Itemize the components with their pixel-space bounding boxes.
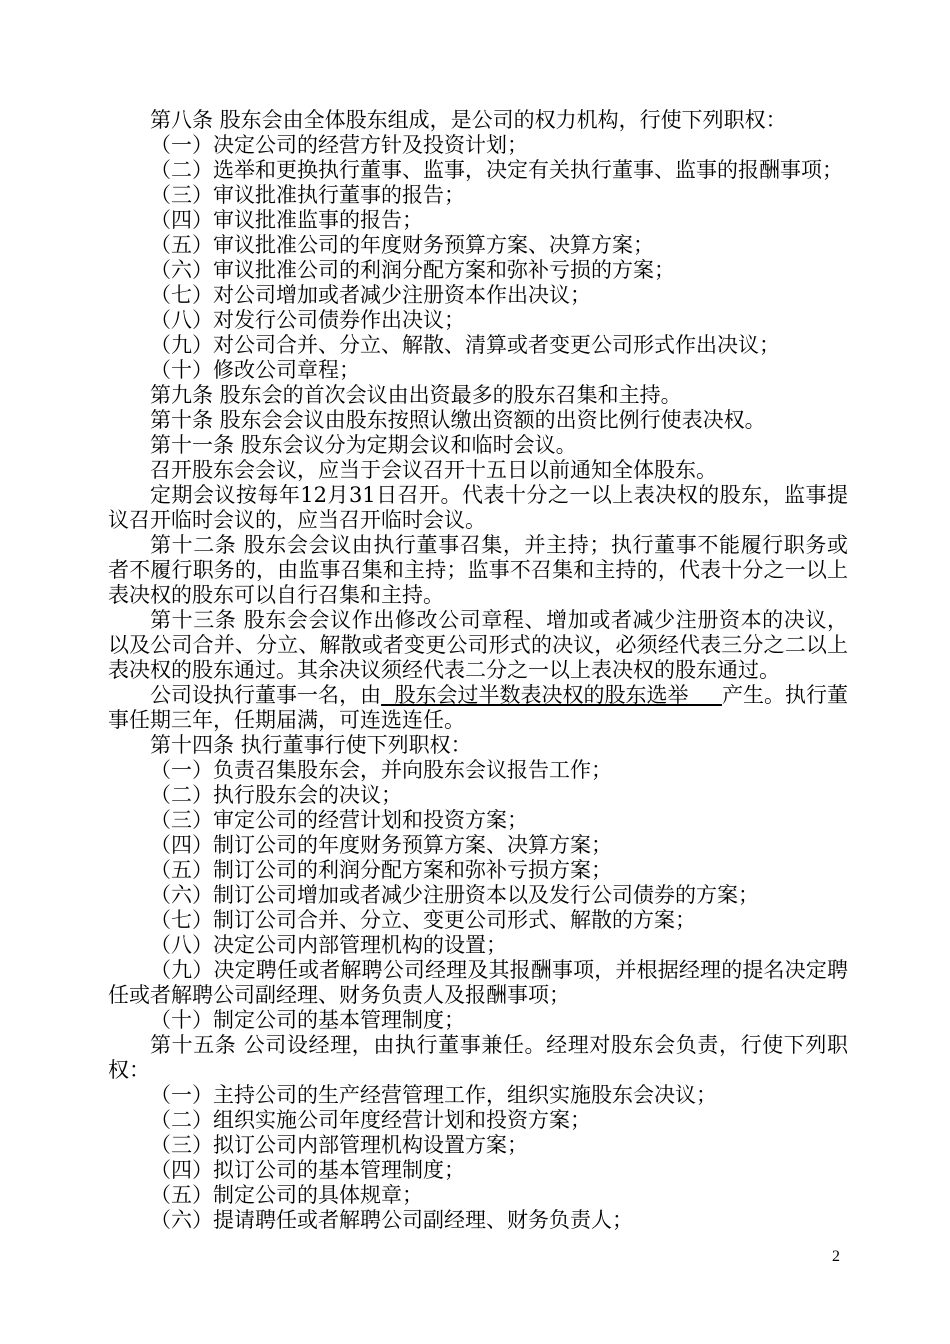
article-12: 第十二条 股东会会议由执行董事召集，并主持；执行董事不能履行职务或者不履行职务的，由监事召集和主持；监事不召集和主持的，代表十分之一以上表决权的股东可以自行召集和主持。 — [108, 533, 848, 607]
list-item: （十）制定公司的基本管理制度； — [150, 1008, 465, 1032]
list-item: （三）审议批准执行董事的报告； — [150, 183, 465, 207]
article-10: 第十条 股东会会议由股东按照认缴出资额的出资比例行使表决权。 — [150, 408, 766, 432]
list-item: （六）制订公司增加或者减少注册资本以及发行公司债券的方案； — [150, 883, 759, 907]
list-item: （五）制订公司的利润分配方案和弥补亏损方案； — [150, 858, 612, 882]
list-item: （三）审定公司的经营计划和投资方案； — [150, 808, 528, 832]
filled-blank: 股东会过半数表决权的股东选举 — [381, 683, 722, 707]
list-item: （一）主持公司的生产经营管理工作，组织实施股东会决议； — [150, 1083, 717, 1107]
list-item: （七）对公司增加或者减少注册资本作出决议； — [150, 283, 591, 307]
paragraph: 定期会议按每年12月31日召开。代表十分之一以上表决权的股东，监事提议召开临时会议的，应当召开临时会议。 — [108, 483, 848, 532]
executive-director-paragraph — [108, 683, 848, 733]
article-11: 第十一条 股东会议分为定期会议和临时会议。 — [150, 433, 577, 457]
list-item: （五）审议批准公司的年度财务预算方案、决算方案； — [150, 233, 654, 257]
list-item: （三）拟订公司内部管理机构设置方案； — [150, 1133, 528, 1157]
list-item: （八）决定公司内部管理机构的设置； — [150, 933, 507, 957]
list-item: （七）制订公司合并、分立、变更公司形式、解散的方案； — [150, 908, 696, 932]
list-item: （九）对公司合并、分立、解散、清算或者变更公司形式作出决议； — [150, 333, 780, 357]
list-item: （四）拟订公司的基本管理制度； — [150, 1158, 465, 1182]
article-14: 第十四条 执行董事行使下列职权： — [150, 733, 472, 757]
list-item: （十）修改公司章程； — [150, 358, 360, 382]
list-item: （二）选举和更换执行董事、监事，决定有关执行董事、监事的报酬事项； — [150, 158, 843, 182]
paragraph: 召开股东会会议，应当于会议召开十五日以前通知全体股东。 — [150, 458, 717, 482]
list-item: （八）对发行公司债券作出决议； — [150, 308, 465, 332]
article-9: 第九条 股东会的首次会议由出资最多的股东召集和主持。 — [150, 383, 682, 407]
list-item: （六）审议批准公司的利润分配方案和弥补亏损的方案； — [150, 258, 675, 282]
text-segment: 产生。执行董事任期三年，任期届满，可连选连任。 — [108, 683, 849, 732]
list-item: （九）决定聘任或者解聘公司经理及其报酬事项，并根据经理的提名决定聘任或者解聘公司副经理、财务负责人及报酬事项； — [108, 958, 848, 1007]
list-item: （四）制订公司的年度财务预算方案、决算方案； — [150, 833, 612, 857]
list-item: （二）执行股东会的决议； — [150, 783, 402, 807]
list-item: （一）负责召集股东会，并向股东会议报告工作； — [150, 758, 612, 782]
list-item: （五）制定公司的具体规章； — [150, 1183, 423, 1207]
document-body — [108, 108, 848, 1233]
article-15: 第十五条 公司设经理，由执行董事兼任。经理对股东会负责，行使下列职权： — [108, 1033, 848, 1082]
article-8: 第八条 股东会由全体股东组成，是公司的权力机构，行使下列职权： — [150, 108, 787, 132]
list-item: （二）组织实施公司年度经营计划和投资方案； — [150, 1108, 591, 1132]
list-item: （一）决定公司的经营方针及投资计划； — [150, 133, 528, 157]
text-segment: 公司设执行董事一名，由 — [150, 683, 382, 707]
article-13: 第十三条 股东会会议作出修改公司章程、增加或者减少注册资本的决议，以及公司合并、分立、解散或者变更公司形式的决议，必须经代表三分之二以上表决权的股东通过。其余决议须经代表二分之一以上表决权的股东通过。 — [108, 608, 848, 682]
list-item: （六）提请聘任或者解聘公司副经理、财务负责人； — [150, 1208, 633, 1232]
list-item: （四）审议批准监事的报告； — [150, 208, 423, 232]
page-number: 2 — [832, 1248, 840, 1265]
